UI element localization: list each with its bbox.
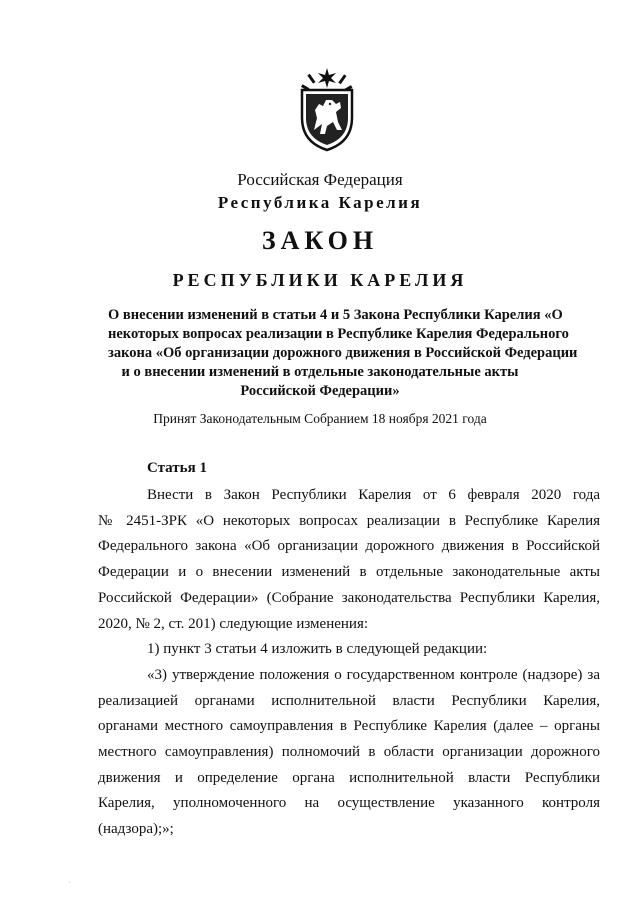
paragraph-line: Российской Федерации» (Собрание законодательства Республики Карелия, — [98, 589, 600, 606]
law-title-line: и о внесении изменений в отдельные законодательные акты — [121, 364, 519, 380]
article-heading: Статья 1 — [147, 460, 207, 476]
paragraph-line: № 2451-ЗРК «О некоторых вопросах реализации в Республике Карелия — [98, 512, 600, 529]
paragraph-line: Федерального закона «Об организации дорожного движения в Российской — [98, 538, 600, 555]
quote-line: реализацией органами исполнительной власти Республики Карелия, — [98, 692, 600, 709]
paragraph-line: Федерации и о внесении изменений в отдельные законодательные акты — [98, 564, 600, 581]
quote-line: Карелия, уполномоченного на осуществление указанного контроля — [98, 795, 600, 812]
republic-name: Республика Карелия — [217, 193, 423, 212]
quote-line: органами местного самоуправления в Республике Карелия (далее – органы — [98, 718, 600, 735]
law-title-line: закона «Об организации дорожного движения в Российской Федерации — [108, 345, 578, 361]
law-title-line: некоторых вопросах реализации в Республике Карелия Федерального — [108, 326, 569, 342]
law-title-line: Российской Федерации» — [240, 383, 400, 399]
karelia-coat-of-arms-icon — [296, 66, 358, 152]
quote-line: местного самоуправления) полномочий в области организации дорожного — [98, 744, 600, 761]
country-name: Российская Федерация — [237, 170, 403, 189]
law-title-line: О внесении изменений в статьи 4 и 5 Закона Республики Карелия «О — [108, 307, 563, 323]
quote-line: «3) утверждение положения о государственном контроле (надзоре) за — [147, 666, 600, 683]
quote-line: движения и определение органа исполнительной власти Республики — [98, 769, 600, 786]
law-subtitle: РЕСПУБЛИКИ КАРЕЛИЯ — [172, 270, 468, 290]
adoption-note: Принят Законодательным Собранием 18 ноября 2021 года — [153, 411, 487, 426]
law-title — [108, 306, 578, 401]
paragraph-line: 2020, № 2, ст. 201) следующие изменения: — [98, 615, 369, 632]
item-line: 1) пункт 3 статьи 4 изложить в следующей редакции: — [147, 641, 488, 658]
article-body — [98, 483, 600, 843]
law-heading: ЗАКОН — [261, 226, 379, 255]
paragraph-line: Внести в Закон Республики Карелия от 6 февраля 2020 года — [147, 487, 600, 503]
scan-speck: · — [68, 878, 71, 887]
quote-line: (надзора);»; — [98, 821, 174, 838]
